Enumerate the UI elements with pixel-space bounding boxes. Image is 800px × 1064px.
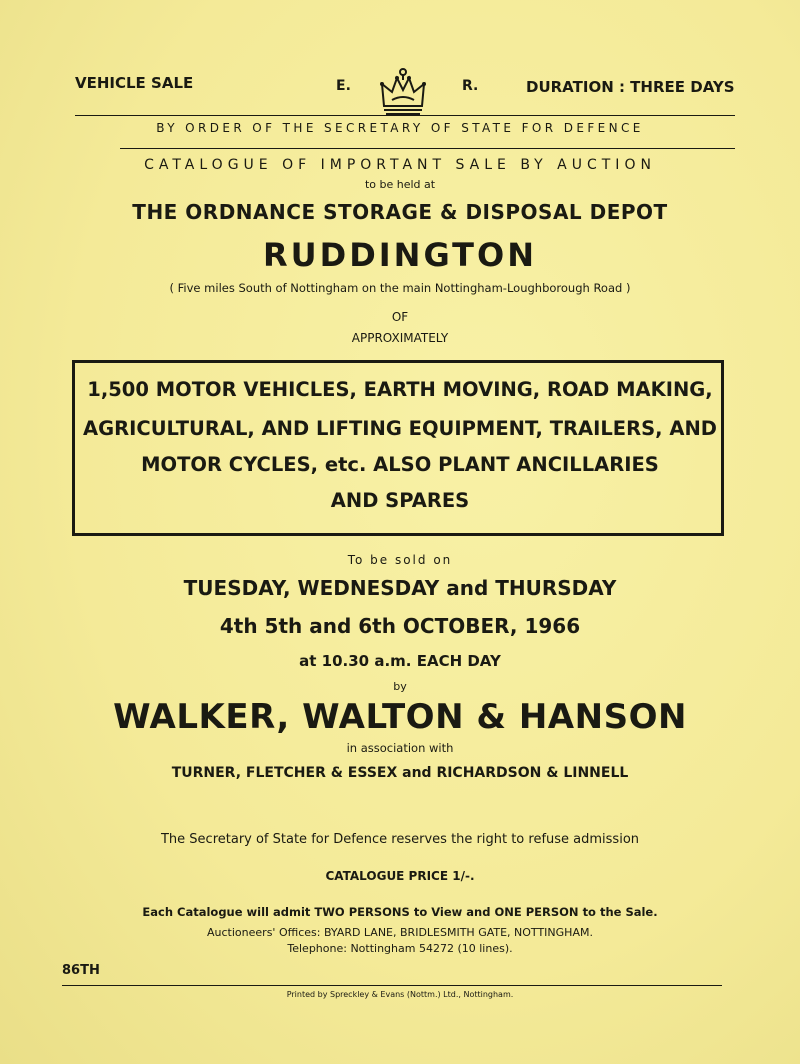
sold-on-text: To be sold on [347, 553, 453, 567]
sale-time: at 10.30 a.m. EACH DAY [299, 652, 501, 670]
order-line: BY ORDER OF THE SECRETARY OF STATE FOR DEFENCE [156, 121, 644, 135]
depot-title: THE ORDNANCE STORAGE & DISPOSAL DEPOT [132, 200, 668, 224]
sale-days: TUESDAY, WEDNESDAY and THURSDAY [183, 576, 617, 600]
auctioneer-name: WALKER, WALTON & HANSON [113, 697, 687, 737]
partners-text: TURNER, FLETCHER & ESSEX and RICHARDSON & LINNELL [171, 765, 629, 781]
admission-notice: The Secretary of State for Defence reserves the right to refuse admission [160, 832, 640, 847]
catalogue-price: CATALOGUE PRICE 1/-. [325, 869, 475, 883]
phone-text: Telephone: Nottingham 54272 (10 lines). [287, 942, 513, 955]
cipher-e: E. [336, 78, 351, 94]
place-title: RUDDINGTON [263, 236, 537, 274]
held-at-text: to be held at [364, 178, 436, 191]
admit-text: Each Catalogue will admit TWO PERSONS to View and ONE PERSON to the Sale. [142, 905, 658, 919]
catalogue-heading: CATALOGUE OF IMPORTANT SALE BY AUCTION [144, 157, 656, 173]
footer-rule [62, 985, 722, 986]
vehicle-sale-label: VEHICLE SALE [75, 74, 194, 92]
by-text: by [393, 680, 407, 693]
header-rule [75, 115, 735, 116]
crown-icon [378, 66, 428, 118]
cipher-r: R. [462, 78, 479, 94]
items-line-1: 1,500 MOTOR VEHICLES, EARTH MOVING, ROAD MAKING, [87, 378, 713, 401]
sale-dates: 4th 5th and 6th OCTOBER, 1966 [219, 614, 581, 638]
items-line-4: AND SPARES [330, 489, 470, 512]
order-rule [120, 148, 735, 149]
items-line-2: AGRICULTURAL, AND LIFTING EQUIPMENT, TRAILERS, AND [83, 417, 717, 440]
edition-number: 86TH [62, 963, 100, 978]
printer-credit: Printed by Spreckley & Evans (Nottm.) Ltd., Nottingham. [286, 990, 514, 999]
offices-text: Auctioneers' Offices: BYARD LANE, BRIDLESMITH GATE, NOTTINGHAM. [207, 926, 593, 939]
location-text: ( Five miles South of Nottingham on the main Nottingham-Loughborough Road ) [169, 281, 631, 295]
approx-text: APPROXIMATELY [351, 331, 449, 345]
items-line-3: MOTOR CYCLES, etc. ALSO PLANT ANCILLARIES [141, 453, 659, 476]
of-text: OF [391, 310, 409, 324]
assoc-text: in association with [346, 741, 454, 755]
duration-label: DURATION : THREE DAYS [526, 78, 735, 96]
